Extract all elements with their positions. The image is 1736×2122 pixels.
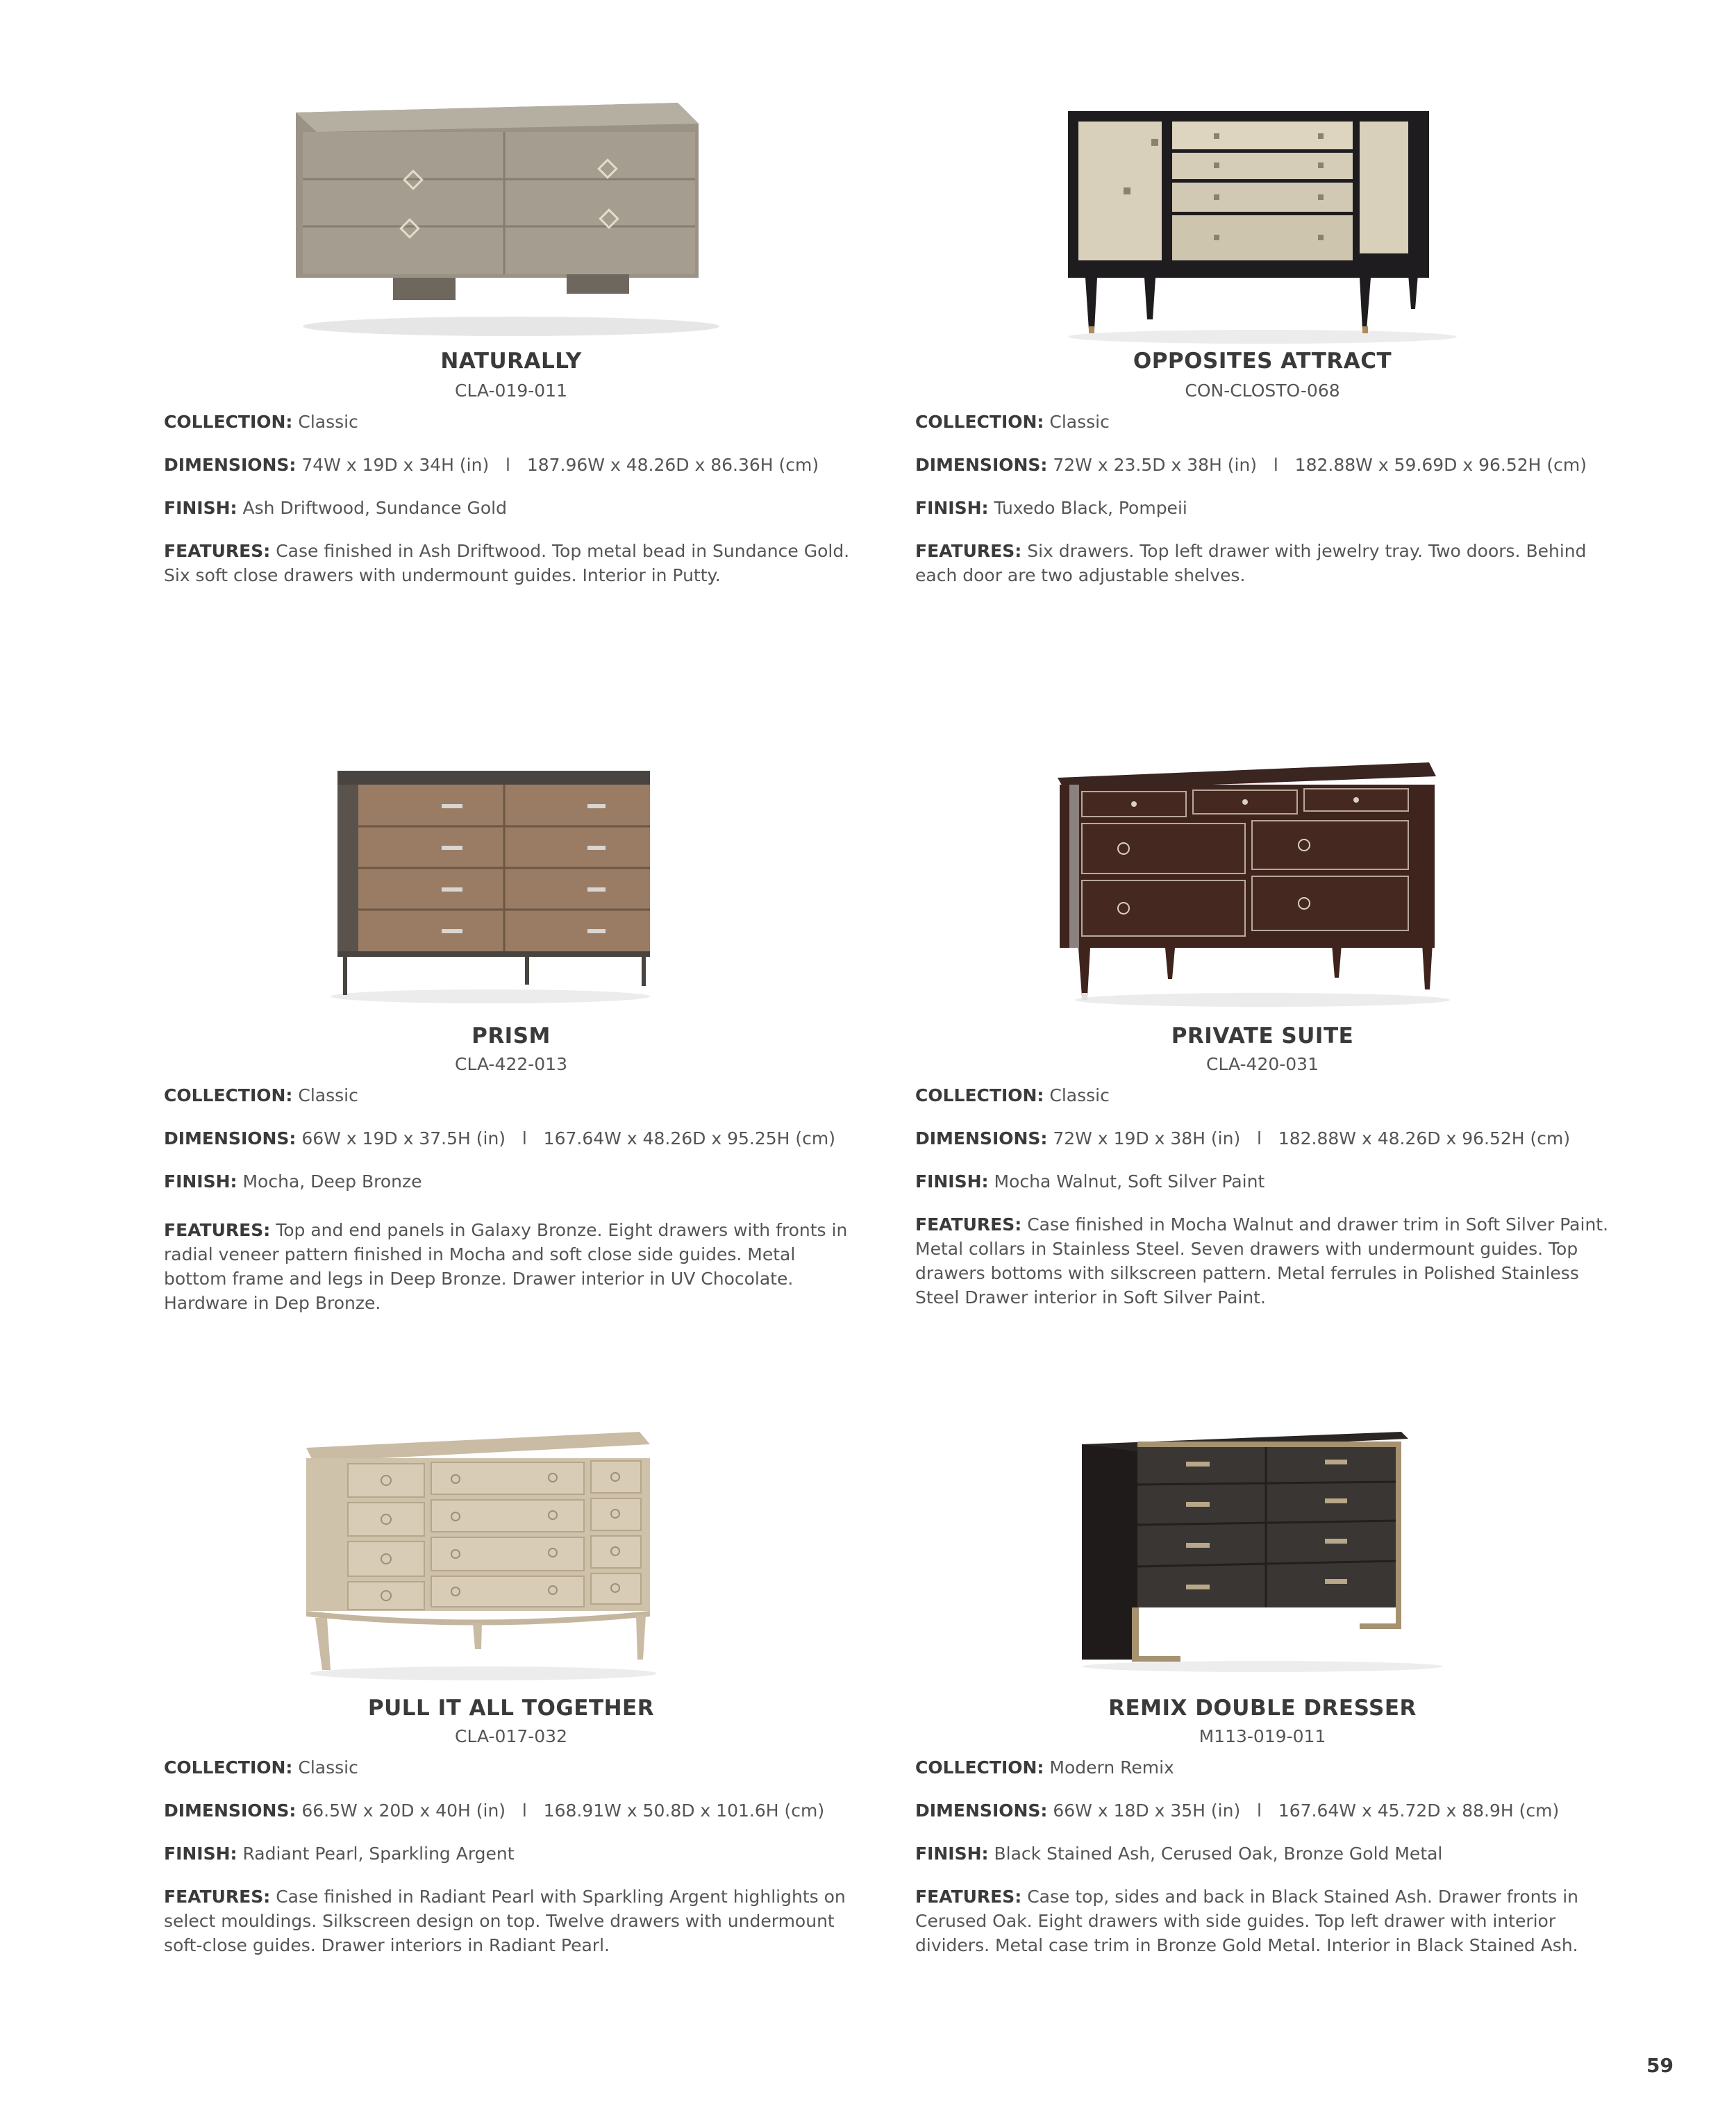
dimensions-value: 72W x 23.5D x 38H (in) l 182.88W x 59.69D x 96.52H (cm): [1053, 455, 1587, 475]
features-value: Case top, sides and back in Black Stained Ash. Drawer fronts in Cerused Oak. Eight drawers with side guides. Top left drawer with interior dividers. Metal case trim in Bronze Gold Metal. Interior in Black Stained Ash.: [915, 1887, 1579, 1955]
product-pull-it-all-together: [164, 0, 858, 2014]
dimensions-value: 66.5W x 20D x 40H (in) l 168.91W x 50.8D x 101.6H (cm): [301, 1801, 825, 1821]
finish-row: [915, 1841, 1610, 1866]
collection-value: Classic: [1049, 412, 1110, 432]
collection-label: COLLECTION:: [915, 412, 1044, 432]
features-value: Case finished in Radiant Pearl with Sparkling Argent highlights on select mouldings. Silkscreen design on top. Twelve drawers with undermount soft-close guides. Drawer interiors in Radiant Pearl.: [164, 1887, 846, 1955]
finish-label: FINISH:: [164, 498, 237, 518]
dimensions-label: DIMENSIONS:: [164, 455, 297, 475]
finish-label: FINISH:: [915, 1171, 989, 1192]
finish-value: Ash Driftwood, Sundance Gold: [242, 498, 507, 518]
finish-label: FINISH:: [164, 1171, 237, 1192]
features-label: FEATURES:: [164, 1220, 271, 1240]
collection-value: Modern Remix: [1049, 1757, 1174, 1778]
product-name: PRISM: [471, 1024, 551, 1049]
product-name: PRIVATE SUITE: [1171, 1024, 1354, 1049]
dimensions-label: DIMENSIONS:: [164, 1128, 297, 1148]
features-value: Case finished in Mocha Walnut and drawer trim in Soft Silver Paint. Metal collars in Stainless Steel. Seven drawers with undermount guides. Top drawers bottoms with silkscreen pattern. Metal ferrules in Polished Stainless Steel Drawer interior in Soft Silver Paint.: [915, 1214, 1609, 1308]
product-sku: CON-CLOSTO-068: [1185, 381, 1340, 401]
features-label: FEATURES:: [164, 541, 271, 561]
collection-label: COLLECTION:: [915, 1757, 1044, 1778]
dresser-image-remix-double-dresser: [915, 1423, 1610, 1701]
features-row: [915, 1885, 1610, 1957]
dresser-image-pull-it-all-together: [164, 1423, 858, 1701]
product-sku: M113-019-011: [1199, 1726, 1326, 1746]
finish-value: Black Stained Ash, Cerused Oak, Bronze Gold Metal: [994, 1844, 1443, 1864]
collection-value: Classic: [298, 1757, 358, 1778]
finish-value: Tuxedo Black, Pompeii: [994, 498, 1187, 518]
finish-label: FINISH:: [915, 498, 989, 518]
features-label: FEATURES:: [915, 541, 1022, 561]
finish-label: FINISH:: [164, 1844, 237, 1864]
features-value: Case finished in Ash Driftwood. Top metal bead in Sundance Gold. Six soft close drawers with undermount guides. Interior in Putty.: [164, 541, 850, 585]
finish-value: Radiant Pearl, Sparkling Argent: [242, 1844, 515, 1864]
finish-row: [164, 1841, 858, 1866]
product-sku: CLA-019-011: [455, 381, 567, 401]
dimensions-value: 74W x 19D x 34H (in) l 187.96W x 48.26D x 86.36H (cm): [301, 455, 819, 475]
product-name: REMIX DOUBLE DRESSER: [1108, 1696, 1417, 1721]
page-number: 59: [1646, 2054, 1674, 2077]
dimensions-label: DIMENSIONS:: [164, 1801, 297, 1821]
features-label: FEATURES:: [915, 1887, 1022, 1907]
collection-label: COLLECTION:: [915, 1085, 1044, 1105]
collection-label: COLLECTION:: [164, 412, 293, 432]
collection-row: [164, 1755, 858, 1780]
features-row: [164, 1885, 858, 1957]
dimensions-value: 72W x 19D x 38H (in) l 182.88W x 48.26D x 96.52H (cm): [1053, 1128, 1571, 1148]
collection-value: Classic: [298, 1085, 358, 1105]
collection-label: COLLECTION:: [164, 1757, 293, 1778]
product-name: NATURALLY: [440, 349, 582, 374]
product-remix-double-dresser: [915, 0, 1610, 2014]
finish-value: Mocha, Deep Bronze: [242, 1171, 422, 1192]
collection-value: Classic: [1049, 1085, 1110, 1105]
collection-row: [915, 1755, 1610, 1780]
features-label: FEATURES:: [915, 1214, 1022, 1235]
dimensions-row: [164, 1798, 858, 1823]
features-label: FEATURES:: [164, 1887, 271, 1907]
product-name: OPPOSITES ATTRACT: [1133, 349, 1392, 374]
dimensions-label: DIMENSIONS:: [915, 455, 1048, 475]
collection-label: COLLECTION:: [164, 1085, 293, 1105]
product-name: PULL IT ALL TOGETHER: [367, 1696, 655, 1721]
finish-value: Mocha Walnut, Soft Silver Paint: [994, 1171, 1265, 1192]
dimensions-value: 66W x 19D x 37.5H (in) l 167.64W x 48.26D x 95.25H (cm): [301, 1128, 835, 1148]
dimensions-row: [915, 1798, 1610, 1823]
product-sku: CLA-420-031: [1206, 1054, 1319, 1074]
product-sku: CLA-422-013: [455, 1054, 567, 1074]
dimensions-value: 66W x 18D x 35H (in) l 167.64W x 45.72D x 88.9H (cm): [1053, 1801, 1560, 1821]
collection-value: Classic: [298, 412, 358, 432]
finish-label: FINISH:: [915, 1844, 989, 1864]
product-sku: CLA-017-032: [455, 1726, 567, 1746]
dimensions-label: DIMENSIONS:: [915, 1801, 1048, 1821]
features-value: Top and end panels in Galaxy Bronze. Eight drawers with fronts in radial veneer pattern finished in Mocha and soft close side guides. Metal bottom frame and legs in Deep Bronze. Drawer interior in UV Chocolate. Hardware in Dep Bronze.: [164, 1220, 848, 1313]
dimensions-label: DIMENSIONS:: [915, 1128, 1048, 1148]
features-value: Six drawers. Top left drawer with jewelry tray. Two doors. Behind each door are two adjustable shelves.: [915, 541, 1587, 585]
